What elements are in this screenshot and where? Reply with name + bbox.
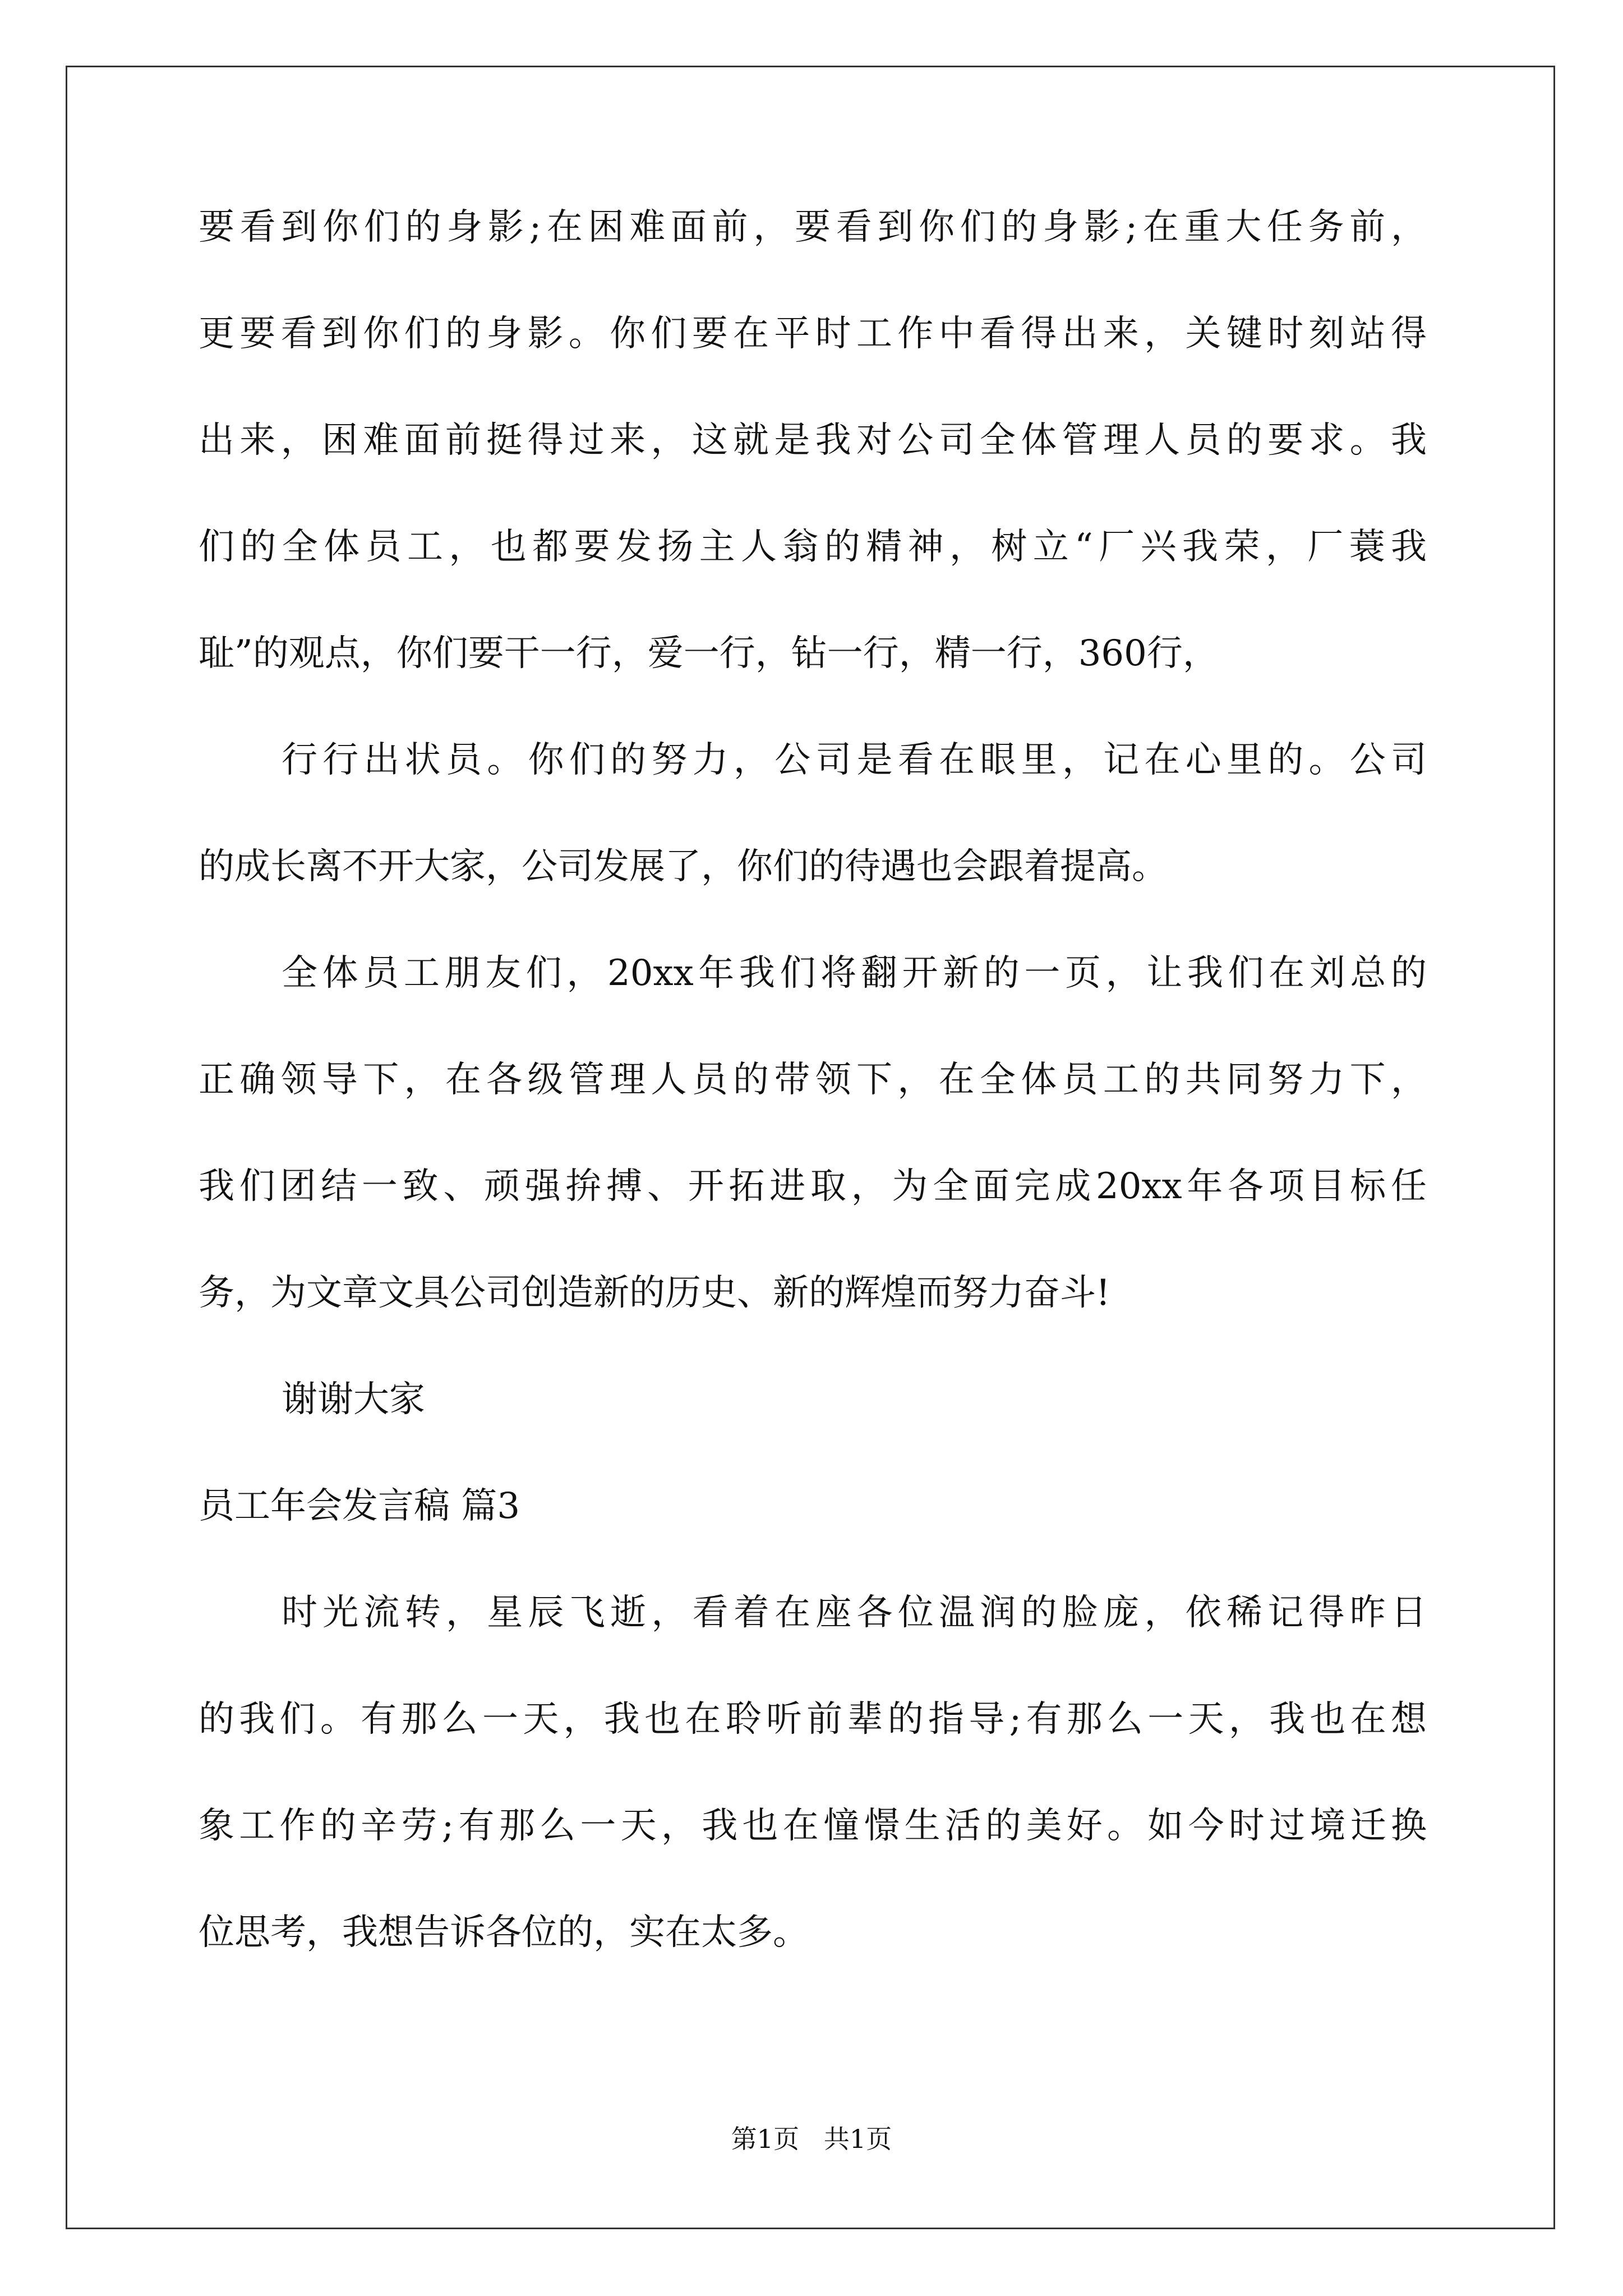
page-number: 第1页 共1页	[731, 2124, 892, 2154]
section-heading: 员工年会发言稿 篇3	[199, 1485, 520, 1527]
text-line: 象工作的辛劳;有那么一天，我也在憧憬生活的美好。如今时过境迁换	[199, 1805, 1427, 1847]
text-line: 要看到你们的身影;在困难面前，要看到你们的身影;在重大任务前，	[199, 206, 1427, 248]
text-line: 务，为文章文具公司创造新的历史、新的辉煌而努力奋斗!	[199, 1272, 1110, 1314]
text-line: 正确领导下，在各级管理人员的带领下，在全体员工的共同努力下，	[199, 1059, 1427, 1101]
closing-thanks: 谢谢大家	[282, 1379, 425, 1420]
paragraph-start: 行行出状员。你们的努力，公司是看在眼里，记在心里的。公司	[282, 739, 1427, 781]
document-body	[199, 206, 1427, 2021]
paragraph-start: 时光流转，星辰飞逝，看着在座各位温润的脸庞，依稀记得昨日	[282, 1592, 1427, 1634]
text-line: 更要看到你们的身影。你们要在平时工作中看得出来，关键时刻站得	[199, 313, 1427, 355]
text-line: 位思考，我想告诉各位的，实在太多。	[199, 1912, 809, 1953]
text-line: 耻”的观点，你们要干一行，爱一行，钻一行，精一行，360行，	[199, 633, 1219, 674]
text-line: 的我们。有那么一天，我也在聆听前辈的指导;有那么一天，我也在想	[199, 1699, 1427, 1740]
text-line: 的成长离不开大家，公司发展了，你们的待遇也会跟着提高。	[199, 846, 1168, 887]
text-line: 我们团结一致、顽强拚搏、开拓进取，为全面完成20xx年各项目标任	[199, 1166, 1427, 1207]
text-line: 出来，困难面前挺得过来，这就是我对公司全体管理人员的要求。我	[199, 420, 1427, 461]
text-line: 们的全体员工，也都要发扬主人翁的精神，树立“厂兴我荣，厂蓑我	[199, 526, 1427, 568]
paragraph-start: 全体员工朋友们，20xx年我们将翻开新的一页，让我们在刘总的	[282, 953, 1427, 994]
